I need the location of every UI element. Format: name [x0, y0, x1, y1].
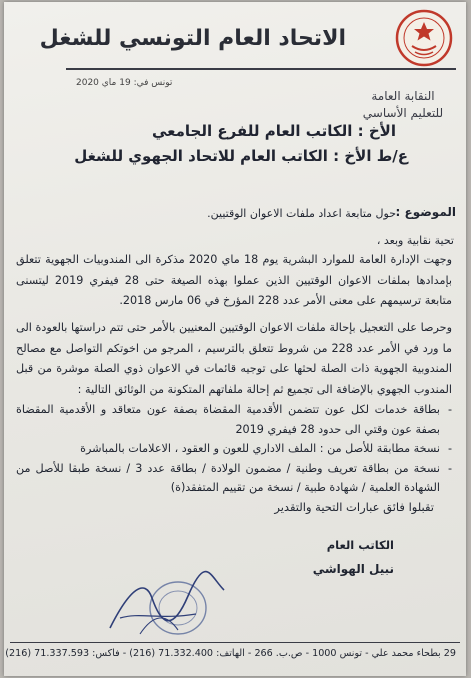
closing-line: تقبلوا فائق عبارات التحية والتقدير — [274, 500, 434, 514]
body-paragraph-2: وحرصا على التعجيل بإحالة ملفات الاعوان الوقتيين المعنيين بالأمر حتى تتم دراستها بالعودة الى ما ورد في الأمر عدد 228 من شروط تتعلق بالترسيم ، المرجو من اخوتكم التواصل مع مصالح المندوبية الجهوية ذات الصلة لحثها على توجيه قائمات في الاعوان ذوي الصلة موشرة من قبل المندوب الجهوي بالإضافة الى تجميع ثم إحالة ملفاتهم المتكونة من الوثائق التالية : — [16, 321, 452, 396]
addressee-line2: ع/ط الأخ : الكاتب العام للاتحاد الجهوي للشغل — [74, 147, 408, 165]
signatory-title: الكاتب العام — [326, 538, 394, 552]
signatory-name: نبيل الهواشي — [312, 562, 394, 576]
sub-union-line1: النقابة العامة — [371, 89, 435, 103]
footer-rule — [10, 642, 460, 643]
sub-union-line2: للتعليم الأساسي — [362, 106, 444, 120]
footer-contact: 29 بطحاء محمد علي - تونس 1000 - ص.ب. 266 - الهاتف: 71.332.400 (216) - فاكس: 71.337.593 (216) — [5, 648, 456, 659]
ugtt-logo — [394, 8, 454, 72]
addressee-line1: الأخ : الكاتب العام للفرع الجامعي — [151, 122, 396, 140]
body-paragraph-1: وجهت الإدارة العامة للموارد البشرية يوم 18 ماي 2020 مذكرة الى المندوبيات الجهوية تتعلق بإمدادها بملفات الاعوان الوقتيين الذين عملوا بهذه الصيغة حتى 28 فيفري 2019 ليتسنى متابعة ترسيمهم على معنى الأمر عدد 228 المؤرخ في 06 مارس 2018. — [16, 253, 452, 307]
documents-list — [16, 400, 452, 498]
document-item: - نسخة مطابقة للأصل من : الملف الاداري للعون و العقود ، الاعلامات بالمباشرة — [16, 439, 452, 459]
greeting: تحية نقابية وبعد ، — [376, 234, 454, 247]
letter-date: تونس في: 19 ماي 2020 — [76, 78, 173, 88]
subject-label: الموضوع : — [395, 205, 456, 219]
document-item: - بطاقة خدمات لكل عون تتضمن الأقدمية المقضاة بصفة عون متعاقد و الأقدمية المقضاة بصفة عون وقتي الى حدود 28 فيفري 2019 — [16, 400, 452, 439]
union-name-heading: الاتحاد العام التونسي للشغل — [39, 26, 346, 51]
signature-stamp-image — [100, 568, 230, 642]
document-item: - نسخة من بطاقة تعريف وطنية / مضمون الولادة / بطاقة عدد 3 / نسخة طبقا للأصل من الشهادة العلمية / شهادة طبية / نسخة من تقييم المتفقد(ة) — [16, 459, 452, 498]
subject-text: حول متابعة اعداد ملفات الاعوان الوقتيين. — [207, 207, 396, 220]
letter-page — [4, 2, 466, 676]
header-rule — [66, 68, 456, 70]
sub-union-name — [348, 88, 458, 122]
